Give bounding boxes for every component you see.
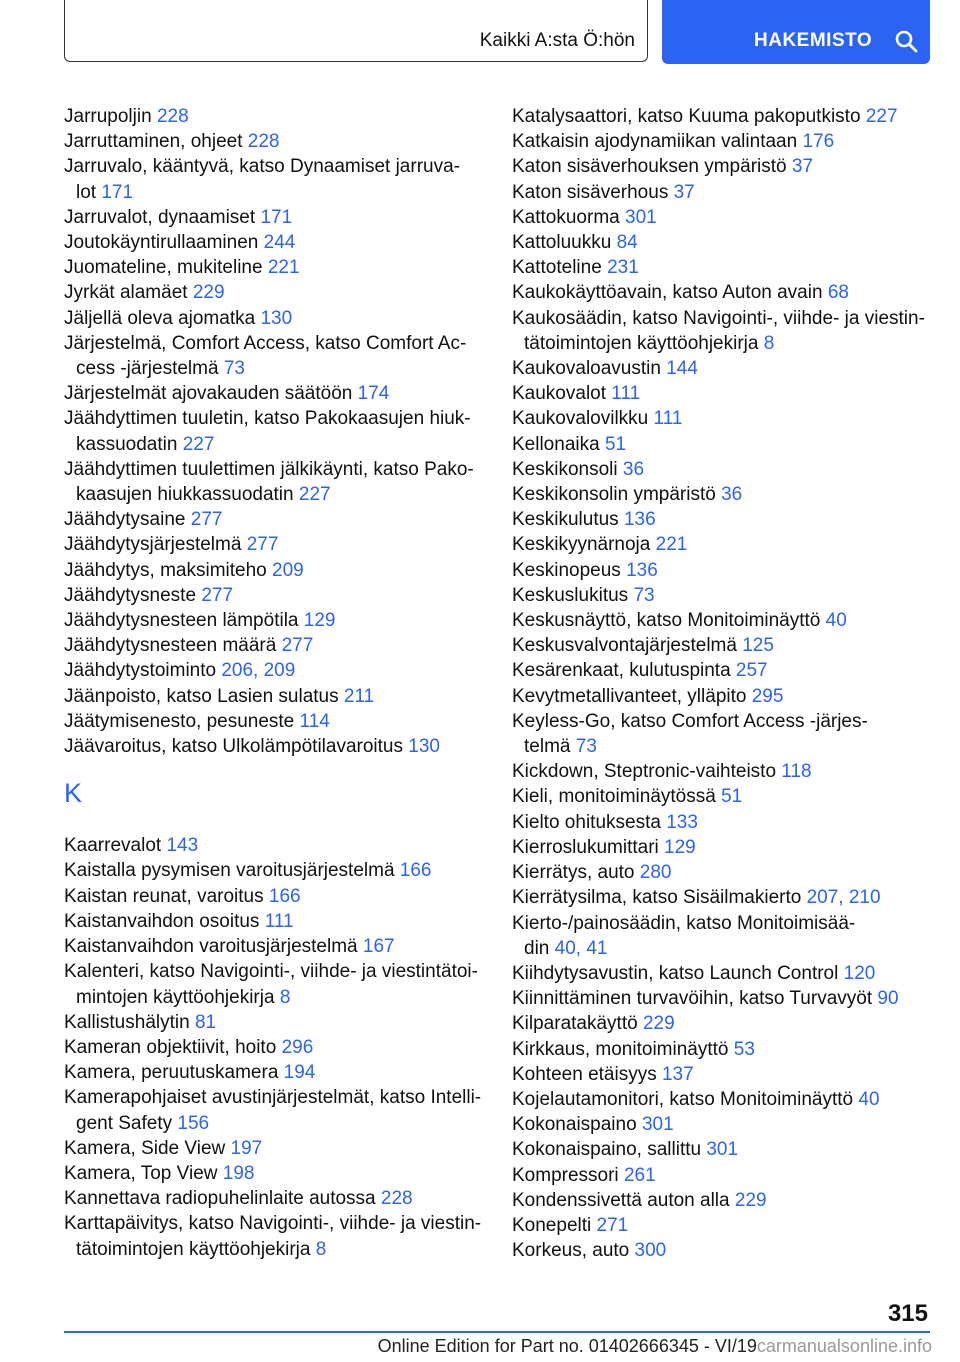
page-reference-link[interactable]: 136 bbox=[623, 509, 656, 531]
page-reference-link[interactable]: 36 bbox=[622, 458, 645, 480]
index-entry bbox=[64, 1085, 484, 1135]
page-reference-link[interactable]: 167 bbox=[362, 936, 395, 958]
entry-text: Jarrupoljin bbox=[64, 106, 152, 127]
page-reference-link[interactable]: 40, 41 bbox=[554, 937, 608, 959]
page-reference-link[interactable]: 227 bbox=[865, 106, 898, 127]
entry-text: Jäljellä oleva ajomatka bbox=[64, 307, 256, 329]
page-reference-link[interactable]: 206, 209 bbox=[221, 660, 296, 682]
page-reference-link[interactable]: 227 bbox=[298, 484, 331, 506]
index-entry bbox=[64, 858, 484, 883]
page-reference-link[interactable]: 40 bbox=[825, 610, 847, 632]
entry-text: Kattoluukku bbox=[512, 232, 612, 254]
index-entry bbox=[64, 608, 484, 633]
index-entry bbox=[512, 306, 932, 356]
index-entry bbox=[512, 558, 932, 583]
entry-text: Kierto-/painosäädin, katso Monitoimisää‐ bbox=[512, 912, 856, 934]
entry-text: Kamera, peruutuskamera bbox=[64, 1062, 279, 1084]
tab-a-to-z[interactable] bbox=[64, 0, 648, 62]
entry-text: Keyless-Go, katso Comfort Access -järjes‐ bbox=[512, 710, 868, 732]
entry-text: Kondenssivettä auton alla bbox=[512, 1189, 730, 1211]
page-reference-link[interactable]: 227 bbox=[182, 433, 215, 455]
entry-text: Keskinopeus bbox=[512, 559, 621, 581]
page-reference-link[interactable]: 229 bbox=[192, 282, 225, 304]
page-number: 315 bbox=[887, 1300, 928, 1327]
page-reference-link[interactable]: 120 bbox=[843, 962, 876, 984]
index-entry bbox=[512, 356, 932, 381]
index-entry bbox=[512, 432, 932, 457]
page-reference-link[interactable]: 73 bbox=[575, 736, 597, 758]
index-entry bbox=[512, 129, 932, 154]
index-entry bbox=[64, 255, 484, 280]
index-entry bbox=[512, 709, 932, 759]
entry-text: Kellonaika bbox=[512, 433, 600, 455]
page-reference-link[interactable]: 221 bbox=[267, 257, 300, 279]
index-entry bbox=[512, 482, 932, 507]
entry-text-continued: tätoimintojen käyttöohjekirja bbox=[76, 1238, 311, 1260]
entry-text-continued: mintojen käyttöohjekirja bbox=[76, 986, 275, 1008]
index-entry bbox=[64, 833, 484, 858]
page-reference-link[interactable]: 171 bbox=[260, 206, 293, 228]
index-entry bbox=[512, 608, 932, 633]
page-reference-link[interactable]: 301 bbox=[706, 1139, 739, 1161]
page-reference-link[interactable]: 8 bbox=[315, 1238, 327, 1260]
page-reference-link[interactable]: 209 bbox=[272, 559, 304, 581]
entry-text: Kaukovalovilkku bbox=[512, 408, 649, 430]
entry-text-continued: gent Safety bbox=[76, 1112, 173, 1134]
index-column-right bbox=[512, 104, 932, 1263]
index-entry bbox=[512, 1037, 932, 1062]
index-entry bbox=[512, 1137, 932, 1162]
entry-text: Jäävaroitus, katso Ulkolämpötilavaroitus bbox=[64, 736, 403, 758]
index-entry bbox=[512, 1213, 932, 1238]
index-entry bbox=[64, 532, 484, 557]
entry-text: Kaarrevalot bbox=[64, 835, 162, 857]
index-entry bbox=[64, 558, 484, 583]
entry-text: Kokonaispaino bbox=[512, 1114, 637, 1136]
page-reference-link[interactable]: 68 bbox=[827, 282, 849, 304]
index-entry bbox=[64, 909, 484, 934]
entry-text: Jarruvalot, dynaamiset bbox=[64, 206, 256, 228]
entry-text: Järjestelmä, Comfort Access, katso Comfort Ac‐ bbox=[64, 332, 467, 354]
entry-text: Kamera, Top View bbox=[64, 1162, 218, 1184]
index-entry bbox=[512, 1087, 932, 1112]
page-reference-link[interactable]: 84 bbox=[616, 232, 638, 254]
entry-text: Kaukovaloavustin bbox=[512, 358, 661, 380]
entry-text: Katon sisäverhous bbox=[512, 181, 669, 203]
entry-text: Kattoteline bbox=[512, 257, 602, 279]
footer-edition: Online Edition for Part no. 01402666345 - VI/19 bbox=[377, 1336, 757, 1356]
index-entry bbox=[512, 885, 932, 910]
page-reference-link[interactable]: 114 bbox=[299, 710, 330, 732]
entry-text: Keskikonsoli bbox=[512, 458, 618, 480]
page-reference-link[interactable]: 130 bbox=[408, 736, 440, 758]
index-entry bbox=[512, 230, 932, 255]
index-entry bbox=[512, 658, 932, 683]
index-entry bbox=[64, 1211, 484, 1261]
page-reference-link[interactable]: 296 bbox=[281, 1036, 314, 1058]
entry-text-continued: telmä bbox=[524, 736, 571, 758]
footer-divider bbox=[64, 1331, 930, 1333]
entry-text: Joutokäyntirullaaminen bbox=[64, 232, 259, 254]
index-entry bbox=[512, 1163, 932, 1188]
tab-a-to-z-label: Kaikki A:sta Ö:hön bbox=[479, 30, 635, 51]
page-reference-link[interactable]: 300 bbox=[634, 1240, 667, 1262]
page-reference-link[interactable]: 51 bbox=[604, 433, 627, 455]
entry-text: Kierroslukumittari bbox=[512, 836, 659, 858]
index-entry bbox=[512, 280, 932, 305]
page-reference-link[interactable]: 8 bbox=[763, 332, 775, 354]
page-reference-link[interactable]: 40 bbox=[858, 1088, 880, 1110]
index-entry bbox=[512, 986, 932, 1011]
entry-text: Kaistanvaihdon osoitus bbox=[64, 910, 260, 932]
entry-text: Jäähdytysneste bbox=[64, 584, 197, 606]
entry-text: Kieli, monitoiminäytössä bbox=[512, 786, 716, 808]
entry-text-continued: cess -järjestelmä bbox=[76, 358, 219, 380]
page-reference-link[interactable]: 244 bbox=[263, 232, 296, 254]
page-reference-link[interactable]: 277 bbox=[201, 584, 234, 606]
index-group-k-continued bbox=[512, 104, 932, 1263]
entry-text: Kameran objektiivit, hoito bbox=[64, 1036, 277, 1058]
index-entry bbox=[512, 1011, 932, 1036]
entry-text-continued: kassuodatin bbox=[76, 433, 178, 455]
entry-text: Kilparatakäyttö bbox=[512, 1013, 638, 1035]
page-reference-link[interactable]: 8 bbox=[279, 986, 291, 1008]
top-navigation bbox=[64, 0, 930, 64]
entry-text: Kesärenkaat, kulutuspinta bbox=[512, 660, 731, 682]
index-entry bbox=[64, 583, 484, 608]
entry-text: Katon sisäverhouksen ympäristö bbox=[512, 156, 787, 178]
page-reference-link[interactable]: 277 bbox=[190, 509, 223, 531]
entry-text: Jyrkät alamäet bbox=[64, 282, 188, 304]
index-entry bbox=[64, 507, 484, 532]
index-entry bbox=[512, 583, 932, 608]
page-reference-link[interactable]: 198 bbox=[222, 1162, 255, 1184]
index-entry bbox=[64, 684, 484, 709]
page-reference-link[interactable]: 136 bbox=[626, 559, 658, 581]
page-reference-link[interactable]: 118 bbox=[781, 761, 812, 783]
entry-text: Kevytmetallivanteet, ylläpito bbox=[512, 685, 747, 707]
page-reference-link[interactable]: 36 bbox=[721, 484, 743, 506]
page-reference-link[interactable]: 129 bbox=[664, 836, 696, 858]
page-reference-link[interactable]: 144 bbox=[666, 358, 698, 380]
entry-text: Keskusnäyttö, katso Monitoiminäyttö bbox=[512, 610, 821, 632]
index-entry bbox=[64, 104, 484, 129]
index-entry bbox=[64, 959, 484, 1009]
page-reference-link[interactable]: 90 bbox=[877, 988, 899, 1010]
index-entry bbox=[64, 457, 484, 507]
index-entry bbox=[512, 507, 932, 532]
entry-text: Kattokuorma bbox=[512, 206, 620, 228]
entry-text: Kallistushälytin bbox=[64, 1011, 190, 1033]
page-reference-link[interactable]: 37 bbox=[673, 181, 695, 203]
index-entry bbox=[64, 1161, 484, 1186]
page-reference-link[interactable]: 73 bbox=[633, 584, 655, 606]
page-reference-link[interactable]: 301 bbox=[641, 1114, 674, 1136]
entry-text-continued: lot bbox=[76, 181, 97, 203]
entry-text: Jäähdytysnesteen lämpötila bbox=[64, 610, 299, 632]
entry-text-continued: tätoimintojen käyttöohjekirja bbox=[524, 332, 759, 354]
page-reference-link[interactable]: 125 bbox=[742, 635, 774, 657]
index-entry bbox=[64, 884, 484, 909]
entry-text: Keskuslukitus bbox=[512, 584, 629, 606]
index-entry bbox=[64, 154, 484, 204]
entry-text: Konepelti bbox=[512, 1214, 592, 1236]
page-reference-link[interactable]: 277 bbox=[281, 635, 314, 657]
page-reference-link[interactable]: 137 bbox=[661, 1063, 694, 1085]
index-entry bbox=[512, 1062, 932, 1087]
page-reference-link[interactable]: 111 bbox=[611, 383, 641, 405]
entry-text-continued: kaasujen hiukkassuodatin bbox=[76, 484, 294, 506]
entry-text: Karttapäivitys, katso Navigointi-, viihde- ja viestin‐ bbox=[64, 1213, 482, 1235]
index-entry bbox=[512, 835, 932, 860]
index-entry bbox=[512, 154, 932, 179]
entry-text: Kickdown, Steptronic-vaihteisto bbox=[512, 761, 777, 783]
entry-text: Jarruttaminen, ohjeet bbox=[64, 131, 243, 153]
page-reference-link[interactable]: 229 bbox=[734, 1189, 767, 1211]
entry-text: Kaukokäyttöavain, katso Auton avain bbox=[512, 282, 823, 304]
index-entry bbox=[512, 1112, 932, 1137]
page-reference-link[interactable]: 228 bbox=[380, 1188, 413, 1210]
page-reference-link[interactable]: 221 bbox=[655, 534, 688, 556]
index-entry bbox=[64, 658, 484, 683]
index-entry bbox=[512, 810, 932, 835]
index-entry bbox=[512, 104, 932, 129]
page-reference-link[interactable]: 277 bbox=[246, 534, 279, 556]
page-reference-link[interactable]: 280 bbox=[639, 862, 672, 884]
entry-text: Keskikyynärnoja bbox=[512, 534, 651, 556]
index-entry bbox=[64, 205, 484, 230]
page-reference-link[interactable]: 301 bbox=[625, 206, 657, 228]
entry-text: Kirkkaus, monitoiminäyttö bbox=[512, 1038, 729, 1060]
entry-text: Kaistanvaihdon varoitusjärjestelmä bbox=[64, 936, 358, 958]
section-letter-k: K bbox=[64, 778, 83, 809]
page-reference-link[interactable]: 111 bbox=[264, 910, 294, 932]
page-reference-link[interactable]: 37 bbox=[791, 156, 814, 178]
entry-text: Korkeus, auto bbox=[512, 1240, 630, 1262]
page-reference-link[interactable]: 81 bbox=[194, 1011, 217, 1033]
entry-text: Jäähdyttimen tuuletin, katso Pakokaasujen hiuk‐ bbox=[64, 408, 471, 430]
index-entry bbox=[64, 709, 484, 734]
index-entry bbox=[64, 734, 484, 759]
entry-text: Juomateline, mukiteline bbox=[64, 257, 263, 279]
entry-text: Katalysaattori, katso Kuuma pakoputkisto bbox=[512, 106, 861, 127]
page-reference-link[interactable]: 176 bbox=[802, 131, 835, 153]
entry-text: Kojelautamonitori, katso Monitoiminäyttö bbox=[512, 1088, 854, 1110]
entry-text: Kielto ohituksesta bbox=[512, 811, 661, 833]
index-entry bbox=[64, 633, 484, 658]
index-entry bbox=[64, 1136, 484, 1161]
entry-text: Kompressori bbox=[512, 1164, 619, 1186]
page-reference-link[interactable]: 231 bbox=[607, 257, 639, 279]
entry-text: Kaistalla pysymisen varoitusjärjestelmä bbox=[64, 860, 395, 882]
entry-text: Jarruvalo, kääntyvä, katso Dynaamiset jarruva‐ bbox=[64, 156, 460, 178]
entry-text: Kamerapohjaiset avustinjärjestelmät, katso Intelli‐ bbox=[64, 1087, 482, 1109]
index-group-j bbox=[64, 104, 484, 759]
index-entry bbox=[512, 684, 932, 709]
entry-text: Katkaisin ajodynamiikan valintaan bbox=[512, 131, 798, 153]
entry-text: Kiinnittäminen turvavöihin, katso Turvavyöt bbox=[512, 988, 873, 1010]
index-entry bbox=[512, 860, 932, 885]
entry-text: Keskusvalvontajärjestelmä bbox=[512, 635, 737, 657]
tab-index-label: HAKEMISTO bbox=[754, 30, 873, 51]
entry-text: Kiihdytysavustin, katso Launch Control bbox=[512, 962, 839, 984]
index-entry bbox=[64, 1186, 484, 1211]
tab-index[interactable] bbox=[662, 0, 930, 64]
index-entry bbox=[64, 1035, 484, 1060]
index-entry bbox=[64, 1060, 484, 1085]
footer-watermark: carmanualsonline.info bbox=[756, 1336, 932, 1356]
page-reference-link[interactable]: 73 bbox=[223, 358, 245, 380]
entry-text: Jäähdytysaine bbox=[64, 509, 186, 531]
entry-text: Jäätymisenesto, pesuneste bbox=[64, 710, 295, 732]
index-column-left bbox=[64, 104, 484, 1262]
entry-text: Järjestelmät ajovakauden säätöön bbox=[64, 383, 353, 405]
entry-text: Jäähdyttimen tuulettimen jälkikäynti, katso Pako‐ bbox=[64, 458, 474, 480]
page-reference-link[interactable]: 130 bbox=[260, 307, 293, 329]
page-reference-link[interactable]: 257 bbox=[735, 660, 768, 682]
index-entry bbox=[512, 961, 932, 986]
page-reference-link[interactable]: 271 bbox=[596, 1214, 629, 1236]
entry-text: Kaukovalot bbox=[512, 383, 607, 405]
page-reference-link[interactable]: 143 bbox=[166, 835, 199, 857]
page-reference-link[interactable]: 166 bbox=[399, 860, 432, 882]
page-reference-link[interactable]: 156 bbox=[177, 1112, 210, 1134]
page-reference-link[interactable]: 194 bbox=[283, 1062, 316, 1084]
page-reference-link[interactable]: 197 bbox=[230, 1137, 263, 1159]
page-reference-link[interactable]: 53 bbox=[733, 1038, 755, 1060]
index-entry bbox=[512, 1238, 932, 1263]
footer bbox=[378, 1336, 932, 1357]
index-entry bbox=[64, 331, 484, 381]
page-reference-link[interactable]: 295 bbox=[751, 685, 784, 707]
index-entry bbox=[512, 911, 932, 961]
page-reference-link[interactable]: 228 bbox=[156, 106, 189, 127]
index-entry bbox=[512, 633, 932, 658]
index-entry bbox=[512, 784, 932, 809]
index-entry bbox=[64, 129, 484, 154]
page-reference-link[interactable]: 111 bbox=[653, 408, 683, 430]
entry-text: Keskikonsolin ympäristö bbox=[512, 484, 716, 506]
entry-text: Kohteen etäisyys bbox=[512, 1063, 657, 1085]
index-entry bbox=[64, 306, 484, 331]
entry-text: Kierrätysilma, katso Sisäilmakierto bbox=[512, 887, 802, 909]
index-entry bbox=[64, 280, 484, 305]
entry-text: Keskikulutus bbox=[512, 509, 619, 531]
index-group-k bbox=[64, 833, 484, 1261]
page-reference-link[interactable]: 171 bbox=[101, 181, 134, 203]
index-entry bbox=[64, 934, 484, 959]
page-reference-link[interactable]: 174 bbox=[357, 383, 390, 405]
entry-text: Jäähdytys, maksimiteho bbox=[64, 559, 267, 581]
entry-text: Kaistan reunat, varoitus bbox=[64, 885, 264, 907]
index-entry bbox=[512, 406, 932, 431]
entry-text: Jäänpoisto, katso Lasien sulatus bbox=[64, 685, 339, 707]
entry-text: Kaukosäädin, katso Navigointi-, viihde- ja viestin‐ bbox=[512, 307, 925, 329]
entry-text: Jäähdytystoiminto bbox=[64, 660, 217, 682]
page-reference-link[interactable]: 207, 210 bbox=[806, 887, 881, 909]
page-reference-link[interactable]: 51 bbox=[721, 786, 743, 808]
entry-text: Kokonaispaino, sallittu bbox=[512, 1139, 702, 1161]
page-reference-link[interactable]: 133 bbox=[666, 811, 698, 833]
index-entry bbox=[64, 406, 484, 456]
index-entry bbox=[512, 205, 932, 230]
page-reference-link[interactable]: 228 bbox=[247, 131, 280, 153]
index-entry bbox=[64, 1010, 484, 1035]
page-reference-link[interactable]: 229 bbox=[642, 1013, 675, 1035]
page-reference-link[interactable]: 211 bbox=[343, 685, 375, 707]
index-entry bbox=[512, 255, 932, 280]
entry-text: Kamera, Side View bbox=[64, 1137, 226, 1159]
index-entry bbox=[512, 1188, 932, 1213]
index-entry bbox=[64, 230, 484, 255]
page-reference-link[interactable]: 129 bbox=[303, 610, 336, 632]
index-entry bbox=[512, 532, 932, 557]
index-entry bbox=[512, 180, 932, 205]
index-entry bbox=[512, 381, 932, 406]
entry-text: Jäähdytysnesteen määrä bbox=[64, 635, 277, 657]
index-entry bbox=[512, 457, 932, 482]
entry-text-continued: din bbox=[524, 937, 550, 959]
entry-text: Kierrätys, auto bbox=[512, 862, 635, 884]
entry-text: Kannettava radiopuhelinlaite autossa bbox=[64, 1188, 376, 1210]
entry-text: Jäähdytysjärjestelmä bbox=[64, 534, 242, 556]
index-entry bbox=[64, 381, 484, 406]
index-entry bbox=[512, 759, 932, 784]
entry-text: Kalenteri, katso Navigointi-, viihde- ja viestintätoi‐ bbox=[64, 961, 478, 983]
page-reference-link[interactable]: 261 bbox=[623, 1164, 656, 1186]
page-reference-link[interactable]: 166 bbox=[268, 885, 301, 907]
search-icon bbox=[894, 29, 918, 53]
